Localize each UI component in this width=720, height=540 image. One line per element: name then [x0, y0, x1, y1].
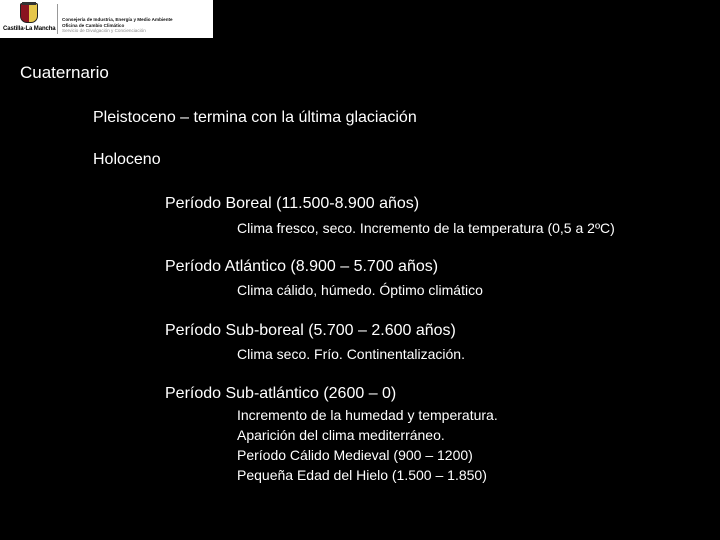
period-atlantico-detail: Clima cálido, húmedo. Óptimo climático	[237, 282, 483, 298]
header-text	[62, 17, 173, 34]
period-boreal-detail: Clima fresco, seco. Incremento de la temperatura (0,5 a 2ºC)	[237, 220, 615, 236]
period-subatlantico-detail-1: Incremento de la humedad y temperatura.	[237, 407, 498, 423]
period-boreal: Período Boreal (11.500-8.900 años)	[165, 195, 420, 212]
header-line-2: Oficina de Cambio Climático	[62, 22, 125, 28]
holoceno-item: Holoceno	[93, 151, 161, 168]
crown-icon	[22, 2, 36, 5]
period-subatlantico-detail-4: Pequeña Edad del Hielo (1.500 – 1.850)	[237, 467, 487, 483]
period-atlantico: Período Atlántico (8.900 – 5.700 años)	[165, 258, 439, 275]
castilla-la-mancha-logo	[2, 2, 57, 36]
coat-of-arms-icon	[20, 3, 38, 23]
period-subboreal: Período Sub-boreal (5.700 – 2.600 años)	[165, 322, 456, 339]
period-subatlantico-detail-2: Aparición del clima mediterráneo.	[237, 427, 445, 443]
logo-text: Castilla-La Mancha	[3, 26, 56, 32]
header-divider	[57, 4, 58, 34]
header-line-1: Consejería de Industria, Energía y Medio Ambiente	[62, 17, 173, 22]
pleistoceno-item: Pleistoceno – termina con la última glaciación	[93, 109, 417, 126]
header-banner	[0, 0, 213, 38]
period-subboreal-detail: Clima seco. Frío. Continentalización.	[237, 346, 465, 362]
period-subatlantico-detail-3: Período Cálido Medieval (900 – 1200)	[237, 447, 473, 463]
slide-title: Cuaternario	[20, 63, 109, 82]
header-line-3: Servicio de Divulgación y Concienciación	[62, 28, 146, 34]
period-subatlantico: Período Sub-atlántico (2600 – 0)	[165, 385, 397, 402]
